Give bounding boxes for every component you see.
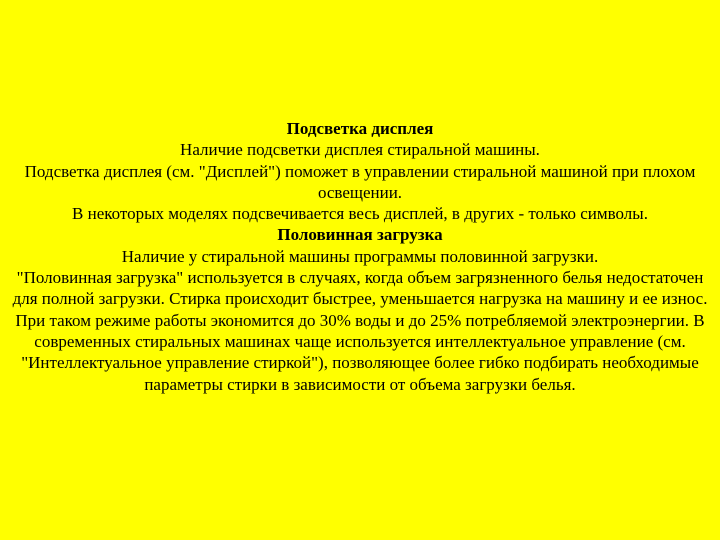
display-backlight-body: Подсветка дисплея (см. "Дисплей") поможет в управлении стиральной машиной при плохом освещении. [24,161,696,202]
half-load-body: "Половинная загрузка" используется в случаях, когда объем загрязненного белья недостаточен для полной загрузки. Стирка происходит быстрее, уменьшается нагрузка на машину и ее износ. При таком режиме работы экономится до 30% воды и до 25% потребляемой электроэнергии. В современных стиральных машинах чаще используется интеллектуальное управление (см. "Интеллектуальное управление стиркой"), позволяющее более гибко подбирать необходимые параметры стирки в зависимости от объема загрузки белья. [12,268,708,394]
half-load-heading: Половинная загрузка [277,225,443,245]
half-load-lead: Наличие у стиральной машины программы половинной загрузки. [121,246,599,266]
display-backlight-heading: Подсветка дисплея [286,119,434,138]
slide-text-block [6,118,714,395]
display-backlight-lead: Наличие подсветки дисплея стиральной машины. [180,140,540,160]
display-backlight-models: В некоторых моделях подсвечивается весь дисплей, в других - только символы. [72,204,648,224]
